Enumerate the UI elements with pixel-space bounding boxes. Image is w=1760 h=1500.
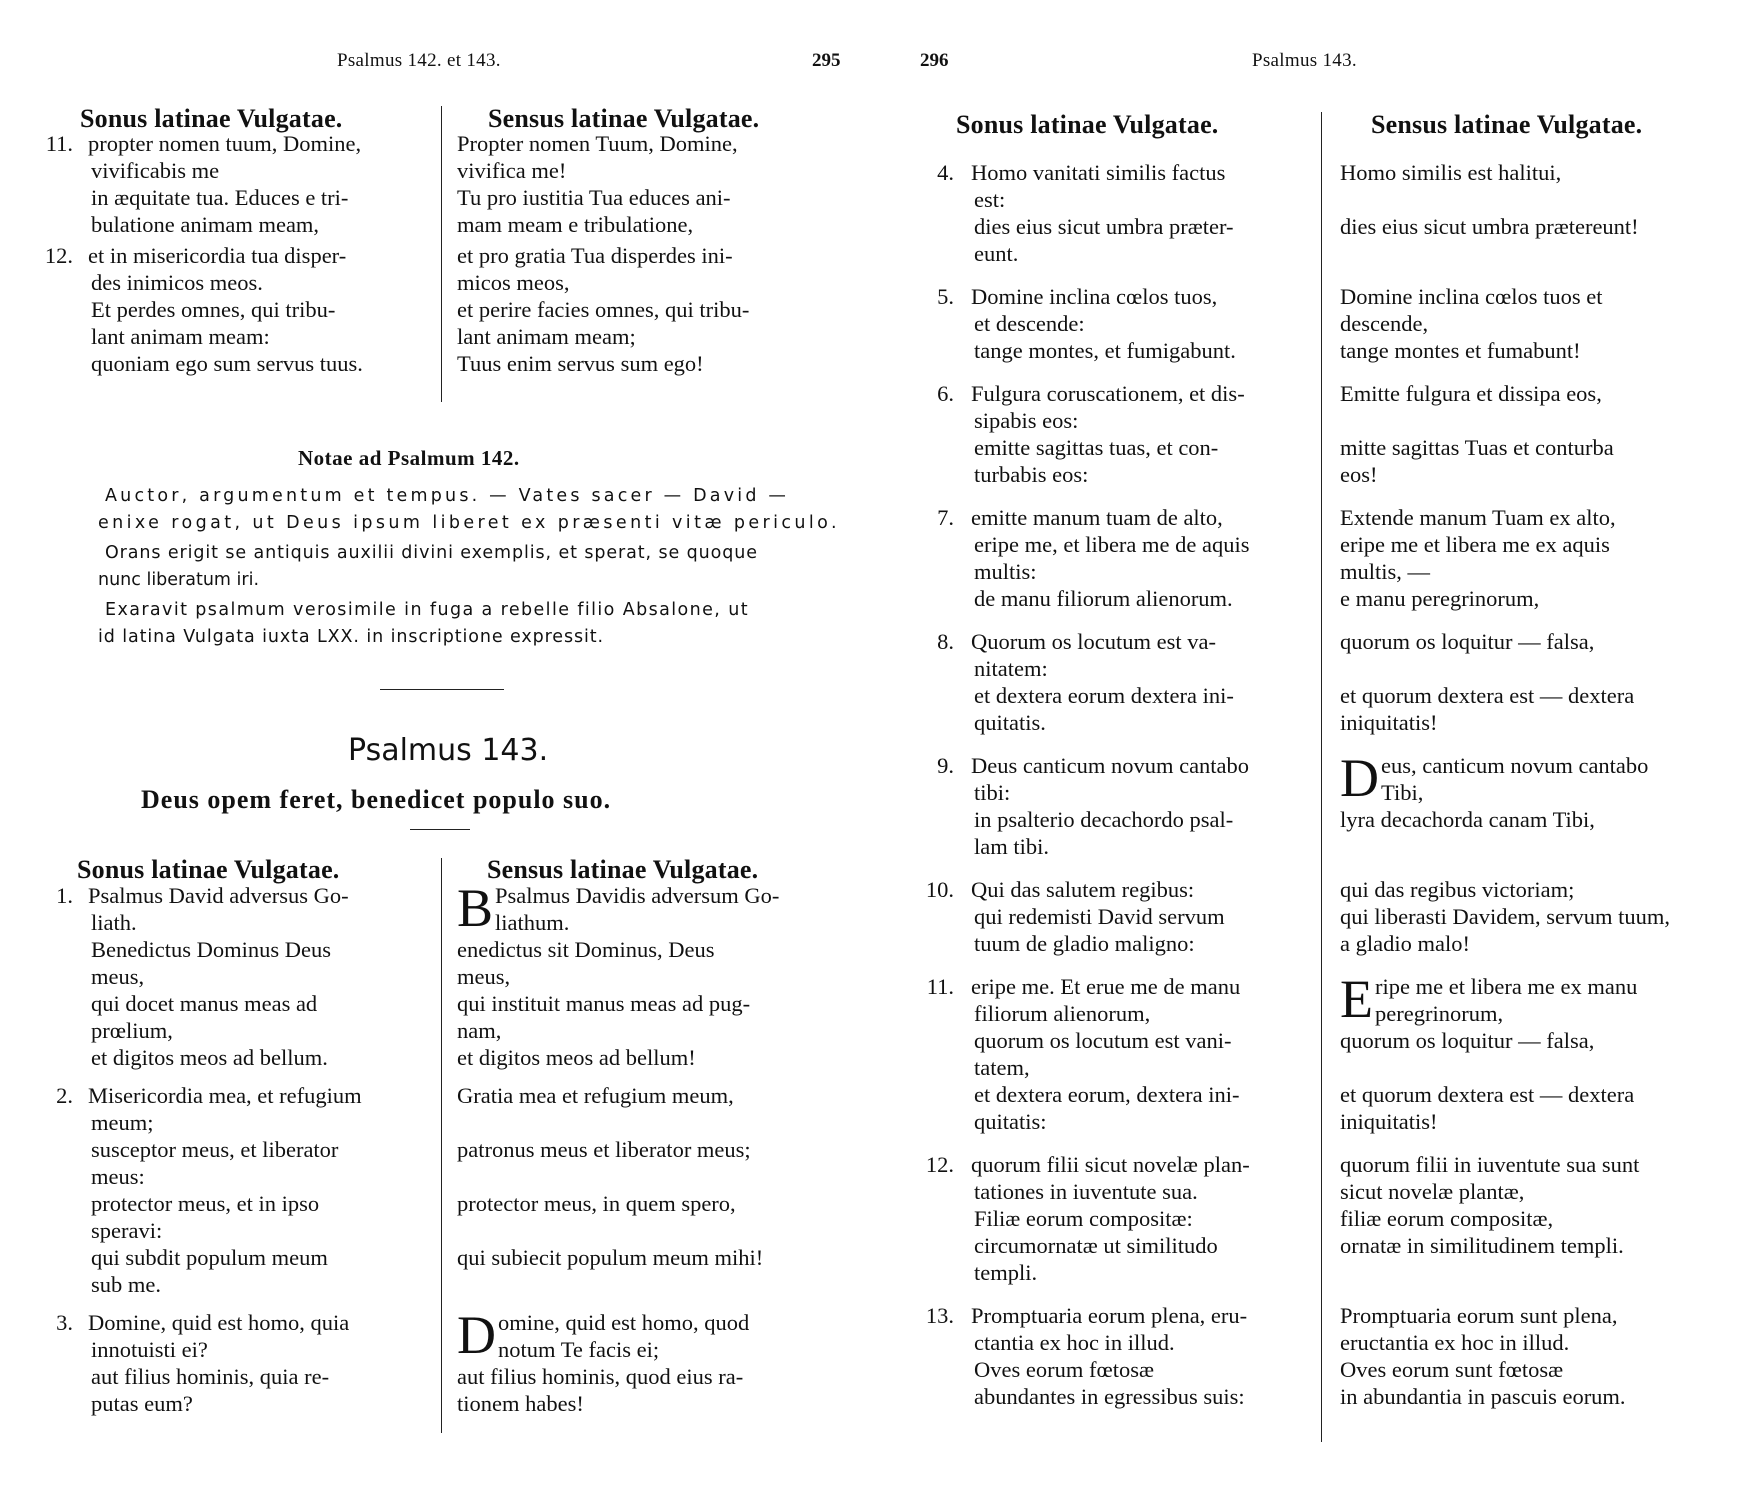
notes-line: Auctor, argumentum et tempus. — Vates sacer — David — <box>105 486 790 506</box>
sonus-line: tibi: <box>974 780 1011 805</box>
sensus-line: a gladio malo! <box>1340 931 1470 956</box>
sonus-line: Qui das salutem regibus: <box>971 877 1195 902</box>
sonus-line: multis: <box>974 559 1037 584</box>
sensus-verse-text <box>1340 159 1740 240</box>
sensus-line: Promptuaria eorum sunt plena, <box>1340 1303 1618 1328</box>
page-number-left: 295 <box>812 50 841 71</box>
verse-number: 7. <box>937 505 954 530</box>
verse-number: 12. <box>44 243 73 268</box>
notes-paragraph-2 <box>98 540 758 594</box>
sonus-line: Misericordia mea, et refugium <box>88 1083 362 1108</box>
subtitle-rule <box>410 829 470 830</box>
psalm-subtitle: Deus opem feret, benedicet populo suo. <box>141 785 612 814</box>
verse-number: 8. <box>937 629 954 654</box>
sensus-line: peregrinorum, <box>1375 1001 1504 1026</box>
sonus-line: sipabis eos: <box>974 408 1079 433</box>
sensus-line: e manu peregrinorum, <box>1340 586 1540 611</box>
column-header-sonus: Sonus latinae Vulgatae. <box>956 110 1219 139</box>
column-divider <box>441 106 442 402</box>
sonus-line: eripe me, et libera me de aquis <box>974 532 1250 557</box>
sensus-line: ornatæ in similitudinem templi. <box>1340 1233 1624 1258</box>
sonus-line: Quorum os locutum est va- <box>971 629 1216 654</box>
notes-paragraph-1 <box>98 483 847 537</box>
running-head-left: Psalmus 142. et 143. <box>337 50 501 71</box>
sonus-line: nitatem: <box>974 656 1048 681</box>
sonus-line: qui subdit populum meum <box>91 1245 328 1270</box>
sonus-verse-text <box>88 1082 428 1298</box>
sensus-line <box>457 1163 857 1190</box>
sensus-line: iniquitatis! <box>1340 710 1438 735</box>
drop-cap: B <box>457 878 494 938</box>
verse-number: 5. <box>937 284 954 309</box>
sonus-line: liath. <box>91 910 137 935</box>
sensus-line: descende, <box>1340 311 1429 336</box>
sonus-line: Benedictus Dominus Deus <box>91 937 331 962</box>
sensus-line: protector meus, in quem spero, <box>457 1191 736 1216</box>
sensus-line: liathum. <box>495 910 570 935</box>
sensus-line: quorum os loquitur — falsa, <box>1340 629 1595 654</box>
sonus-line: dies eius sicut umbra præter- <box>974 214 1234 239</box>
sensus-line: Homo similis est halitui, <box>1340 160 1562 185</box>
sonus-line: Et perdes omnes, qui tribu- <box>91 297 336 322</box>
sonus-line: lant animam meam: <box>91 324 270 349</box>
verse-number: 13. <box>925 1303 954 1328</box>
verse-number: 1. <box>56 883 73 908</box>
sensus-line: lyra decachorda canam Tibi, <box>1340 807 1595 832</box>
sonus-line: eripe me. Et erue me de manu <box>971 974 1241 999</box>
notes-title: Notae ad Psalmum 142. <box>298 446 520 470</box>
sonus-verse-text <box>88 1309 428 1417</box>
sensus-line: filiæ eorum compositæ, <box>1340 1206 1554 1231</box>
sensus-verse-text <box>1340 628 1740 736</box>
sensus-verse-text <box>457 130 857 238</box>
sonus-line: et dextera eorum, dextera ini- <box>974 1082 1240 1107</box>
sonus-verse-text <box>88 130 428 238</box>
sonus-line: quitatis: <box>974 1109 1047 1134</box>
sensus-line: qui liberasti Davidem, servum tuum, <box>1340 904 1670 929</box>
notes-line: Exaravit psalmum verosimile in fuga a rebelle filio Absalone, ut <box>105 600 749 620</box>
sensus-line: micos meos, <box>457 270 570 295</box>
verse-number: 9. <box>937 753 954 778</box>
sonus-line: est: <box>974 187 1006 212</box>
drop-cap: E <box>1340 969 1373 1029</box>
sonus-line: quitatis. <box>974 710 1046 735</box>
sonus-verse-text <box>971 1302 1311 1410</box>
sonus-line: meus: <box>91 1164 145 1189</box>
sonus-line: speravi: <box>91 1218 163 1243</box>
sonus-verse-text <box>971 628 1311 736</box>
sensus-line: Tibi, <box>1381 780 1424 805</box>
sensus-line: eripe me et libera me ex aquis <box>1340 532 1610 557</box>
sensus-line: aut filius hominis, quod eius ra- <box>457 1364 744 1389</box>
sensus-line: qui instituit manus meas ad pug- <box>457 991 751 1016</box>
sonus-line: in psalterio decachordo psal- <box>974 807 1234 832</box>
sensus-line: Propter nomen Tuum, Domine, <box>457 131 738 156</box>
verse-number: 12. <box>925 1152 954 1177</box>
sonus-verse-text <box>971 1151 1311 1286</box>
sensus-verse-text <box>1340 969 1740 1135</box>
sonus-line: meum; <box>91 1110 154 1135</box>
sonus-verse-text <box>971 973 1311 1135</box>
sonus-line: Domine inclina cœlos tuos, <box>971 284 1218 309</box>
sensus-verse-text <box>457 242 857 377</box>
sonus-verse-text <box>971 504 1311 612</box>
sonus-line: des inimicos meos. <box>91 270 263 295</box>
sonus-line: Domine, quid est homo, quia <box>88 1310 350 1335</box>
sensus-line: quorum filii in iuventute sua sunt <box>1340 1152 1640 1177</box>
sensus-line: Extende manum Tuam ex alto, <box>1340 505 1616 530</box>
column-divider <box>1321 112 1322 1442</box>
sensus-line: dies eius sicut umbra prætereunt! <box>1340 214 1639 239</box>
separator-rule <box>380 689 504 690</box>
sensus-line <box>457 1109 857 1136</box>
sonus-line: Filiæ eorum compositæ: <box>974 1206 1193 1231</box>
sonus-line: bulatione animam meam, <box>91 212 320 237</box>
column-divider <box>441 858 442 1433</box>
sonus-line: prœlium, <box>91 1018 173 1043</box>
sensus-verse-text <box>1340 748 1740 833</box>
sensus-line: tange montes et fumabunt! <box>1340 338 1581 363</box>
sonus-verse-text <box>88 242 428 377</box>
sensus-verse-text <box>1340 504 1740 612</box>
column-header-sensus: Sensus latinae Vulgatae. <box>1371 110 1643 139</box>
running-head-right: Psalmus 143. <box>1252 50 1357 71</box>
sonus-line: et descende: <box>974 311 1085 336</box>
sonus-line: tange montes, et fumigabunt. <box>974 338 1236 363</box>
sensus-line: mitte sagittas Tuas et conturba <box>1340 435 1614 460</box>
sonus-verse-text <box>971 380 1311 488</box>
verse-number: 11. <box>926 974 954 999</box>
sensus-line: Tu pro iustitia Tua educes ani- <box>457 185 731 210</box>
sonus-line: meus, <box>91 964 145 989</box>
sonus-line: eunt. <box>974 241 1019 266</box>
sensus-line: nam, <box>457 1018 502 1043</box>
sonus-line: sub me. <box>91 1272 161 1297</box>
sonus-verse-text <box>971 752 1311 860</box>
sensus-line: patronus meus et liberator meus; <box>457 1137 751 1162</box>
sonus-line: Homo vanitati similis factus <box>971 160 1226 185</box>
sonus-line: propter nomen tuum, Domine, <box>88 131 362 156</box>
drop-cap: D <box>457 1305 496 1365</box>
sensus-line: vivifica me! <box>457 158 567 183</box>
sensus-verse-text <box>1340 876 1740 957</box>
sensus-line: notum Te facis ei; <box>498 1337 660 1362</box>
sensus-line: tionem habes! <box>457 1391 584 1416</box>
sonus-line: quoniam ego sum servus tuus. <box>91 351 363 376</box>
sensus-line <box>1340 655 1740 682</box>
sonus-line: circumornatæ ut similitudo <box>974 1233 1218 1258</box>
sensus-verse-text <box>457 878 857 1071</box>
sonus-line: innotuisti ei? <box>91 1337 208 1362</box>
sensus-line <box>457 1217 857 1244</box>
sensus-verse-text <box>457 1082 857 1271</box>
sonus-line: turbabis eos: <box>974 462 1089 487</box>
sonus-line: de manu filiorum alienorum. <box>974 586 1233 611</box>
sensus-line: Tuus enim servus sum ego! <box>457 351 704 376</box>
sonus-line: quorum os locutum est vani- <box>974 1028 1232 1053</box>
sensus-line: Psalmus Davidis adversum Go- <box>495 883 780 908</box>
sonus-line: lam tibi. <box>974 834 1049 859</box>
sonus-line: tationes in iuventute sua. <box>974 1179 1198 1204</box>
sensus-line: iniquitatis! <box>1340 1109 1438 1134</box>
sensus-line: mam meam e tribulatione, <box>457 212 694 237</box>
sonus-line: qui redemisti David servum <box>974 904 1225 929</box>
sonus-verse-text <box>971 159 1311 267</box>
verse-number: 10. <box>925 877 954 902</box>
column-header-sensus: Sensus latinae Vulgatae. <box>487 855 759 884</box>
sonus-verse-text <box>88 882 428 1071</box>
sensus-line: Emitte fulgura et dissipa eos, <box>1340 381 1602 406</box>
sonus-line: quorum filii sicut novelæ plan- <box>971 1152 1250 1177</box>
verse-number: 11. <box>45 131 73 156</box>
sensus-line: eos! <box>1340 462 1378 487</box>
notes-line: nunc liberatum iri. <box>98 570 260 590</box>
sensus-line: omine, quid est homo, quod <box>498 1310 750 1335</box>
sonus-line: vivificabis me <box>91 158 220 183</box>
notes-line: Orans erigit se antiquis auxilii divini exemplis, et sperat, se quoque <box>105 543 758 563</box>
sensus-line: meus, <box>457 964 511 989</box>
drop-cap: D <box>1340 748 1379 808</box>
sonus-line: et dextera eorum dextera ini- <box>974 683 1234 708</box>
sonus-line: Fulgura coruscationem, et dis- <box>971 381 1245 406</box>
sonus-line: tatem, <box>974 1055 1030 1080</box>
verse-number: 3. <box>56 1310 73 1335</box>
notes-paragraph-3 <box>98 597 749 651</box>
sonus-line: in æquitate tua. Educes e tri- <box>91 185 349 210</box>
sensus-line: qui subiecit populum meum mihi! <box>457 1245 764 1270</box>
sonus-line: Deus canticum novum cantabo <box>971 753 1250 778</box>
sensus-line: et quorum dextera est — dextera <box>1340 1082 1635 1107</box>
sonus-line: emitte sagittas tuas, et con- <box>974 435 1219 460</box>
sonus-line: filiorum alienorum, <box>974 1001 1151 1026</box>
sensus-verse-text <box>457 1305 857 1417</box>
sensus-line: multis, — <box>1340 559 1431 584</box>
sonus-line: aut filius hominis, quia re- <box>91 1364 330 1389</box>
sensus-line: sicut novelæ plantæ, <box>1340 1179 1525 1204</box>
column-header-sensus: Sensus latinae Vulgatae. <box>488 104 760 133</box>
sensus-line: in abundantia in pascuis eorum. <box>1340 1384 1626 1409</box>
sonus-line: et in misericordia tua disper- <box>88 243 347 268</box>
sonus-verse-text <box>971 876 1311 957</box>
notes-line: id latina Vulgata iuxta LXX. in inscriptione expressit. <box>98 627 604 647</box>
sensus-line: eus, canticum novum cantabo <box>1381 753 1649 778</box>
sensus-verse-text <box>1340 1302 1740 1410</box>
sensus-line <box>1340 407 1740 434</box>
sensus-line: et quorum dextera est — dextera <box>1340 683 1635 708</box>
sensus-line <box>1340 186 1740 213</box>
sensus-verse-text <box>1340 1151 1740 1259</box>
sonus-line: Psalmus David adversus Go- <box>88 883 349 908</box>
sonus-line: emitte manum tuam de alto, <box>971 505 1223 530</box>
sensus-line: enedictus sit Dominus, Deus <box>457 937 715 962</box>
verse-number: 2. <box>56 1083 73 1108</box>
verse-number: 6. <box>937 381 954 406</box>
right-page <box>880 0 1760 1500</box>
sensus-line: ripe me et libera me ex manu <box>1375 974 1638 999</box>
sensus-line <box>1340 1054 1740 1081</box>
sonus-line: abundantes in egressibus suis: <box>974 1384 1245 1409</box>
notes-line: enixe rogat, ut Deus ipsum liberet ex præsenti vitæ periculo. <box>98 513 840 533</box>
sonus-line: et digitos meos ad bellum. <box>91 1045 328 1070</box>
sonus-line: qui docet manus meas ad <box>91 991 318 1016</box>
sonus-line: susceptor meus, et liberator <box>91 1137 339 1162</box>
column-header-sonus: Sonus latinae Vulgatae. <box>80 104 343 133</box>
sensus-line: et pro gratia Tua disperdes ini- <box>457 243 733 268</box>
sonus-line: ctantia ex hoc in illud. <box>974 1330 1175 1355</box>
sensus-line: et digitos meos ad bellum! <box>457 1045 696 1070</box>
sensus-line: eructantia ex hoc in illud. <box>1340 1330 1570 1355</box>
verse-number: 4. <box>937 160 954 185</box>
column-header-sonus: Sonus latinae Vulgatae. <box>77 855 340 884</box>
sensus-verse-text <box>1340 283 1740 364</box>
page-number-right: 296 <box>920 50 949 71</box>
sensus-line: Oves eorum sunt fœtosæ <box>1340 1357 1564 1382</box>
sensus-line: lant animam meam; <box>457 324 636 349</box>
sonus-line: Promptuaria eorum plena, eru- <box>971 1303 1248 1328</box>
psalm-title: Psalmus 143. <box>348 733 549 768</box>
sensus-line: qui das regibus victoriam; <box>1340 877 1575 902</box>
sonus-line: Oves eorum fœtosæ <box>974 1357 1154 1382</box>
sensus-line: quorum os loquitur — falsa, <box>1340 1028 1595 1053</box>
sonus-line: templi. <box>974 1260 1038 1285</box>
sonus-line: tuum de gladio maligno: <box>974 931 1195 956</box>
sensus-verse-text <box>1340 380 1740 488</box>
sonus-line: protector meus, et in ipso <box>91 1191 320 1216</box>
sonus-line: putas eum? <box>91 1391 193 1416</box>
sensus-line: Domine inclina cœlos tuos et <box>1340 284 1603 309</box>
sensus-line: Gratia mea et refugium meum, <box>457 1083 734 1108</box>
sensus-line: et perire facies omnes, qui tribu- <box>457 297 750 322</box>
sonus-verse-text <box>971 283 1311 364</box>
